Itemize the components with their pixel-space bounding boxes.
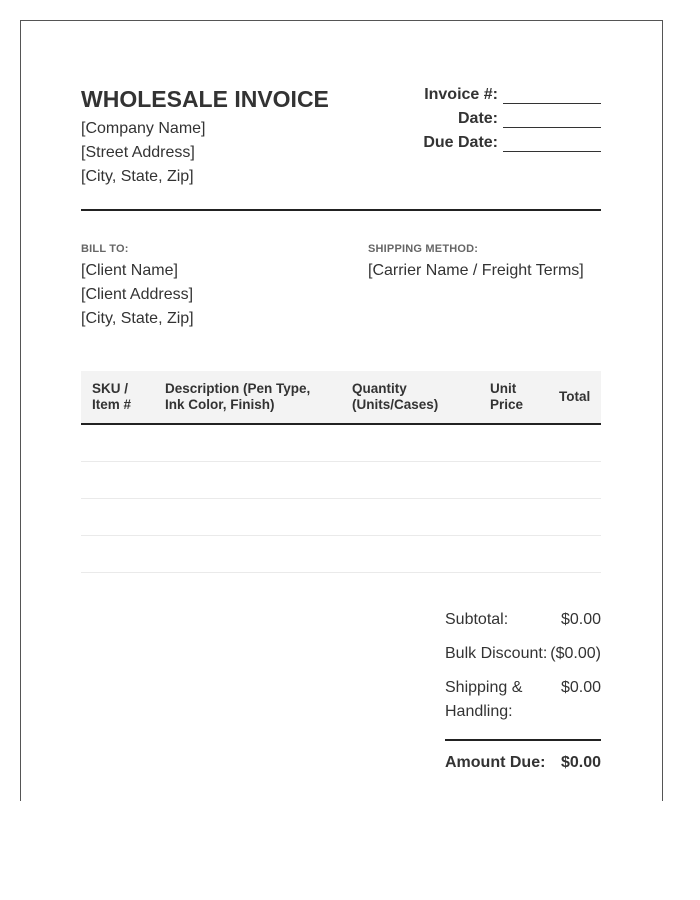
column-header-unit-price: Unit Price [490, 381, 524, 412]
invoice-number-field[interactable] [503, 89, 601, 104]
subtotal-label: Subtotal: [445, 611, 509, 628]
items-table-header [81, 371, 601, 425]
bulk-discount-value: ($0.00) [550, 645, 601, 662]
client-name: [Client Name] [81, 262, 178, 279]
table-row[interactable] [81, 535, 601, 536]
invoice-number-label: Invoice #: [424, 86, 498, 103]
due-date-field[interactable] [503, 137, 601, 152]
column-header-quantity: Quantity (Units/Cases) [352, 381, 439, 412]
amount-due-value: $0.00 [560, 754, 601, 771]
date-field[interactable] [503, 113, 601, 128]
shipping-method-value: [Carrier Name / Freight Terms] [368, 262, 584, 279]
shipping-handling-label: Shipping & Handling: [445, 679, 523, 720]
subtotal-value: $0.00 [560, 611, 601, 628]
client-address: [Client Address] [81, 286, 194, 303]
date-label: Date: [457, 110, 498, 127]
invoice-page [20, 20, 663, 801]
company-street: [Street Address] [81, 144, 195, 161]
table-row[interactable] [81, 461, 601, 462]
shipping-handling-value: $0.00 [560, 679, 601, 696]
company-name: [Company Name] [81, 120, 206, 137]
column-header-sku: SKU / Item # [92, 381, 132, 412]
bulk-discount-label: Bulk Discount: [445, 645, 548, 662]
table-row[interactable] [81, 572, 601, 573]
column-header-description: Description (Pen Type, Ink Color, Finish) [165, 381, 311, 412]
column-header-total: Total [559, 389, 591, 404]
due-date-label: Due Date: [423, 134, 498, 151]
header-divider [81, 209, 601, 211]
invoice-title: WHOLESALE INVOICE [81, 86, 329, 112]
due-date-row [423, 132, 601, 152]
invoice-content [81, 21, 601, 801]
company-city: [City, State, Zip] [81, 168, 194, 185]
table-row[interactable] [81, 498, 601, 499]
invoice-number-row [424, 84, 601, 104]
date-row [458, 108, 601, 128]
total-divider [445, 739, 601, 741]
shipping-method-label: SHIPPING METHOD: [368, 243, 479, 255]
client-city: [City, State, Zip] [81, 310, 194, 327]
amount-due-label: Amount Due: [445, 754, 546, 771]
bill-to-label: BILL TO: [81, 243, 129, 255]
